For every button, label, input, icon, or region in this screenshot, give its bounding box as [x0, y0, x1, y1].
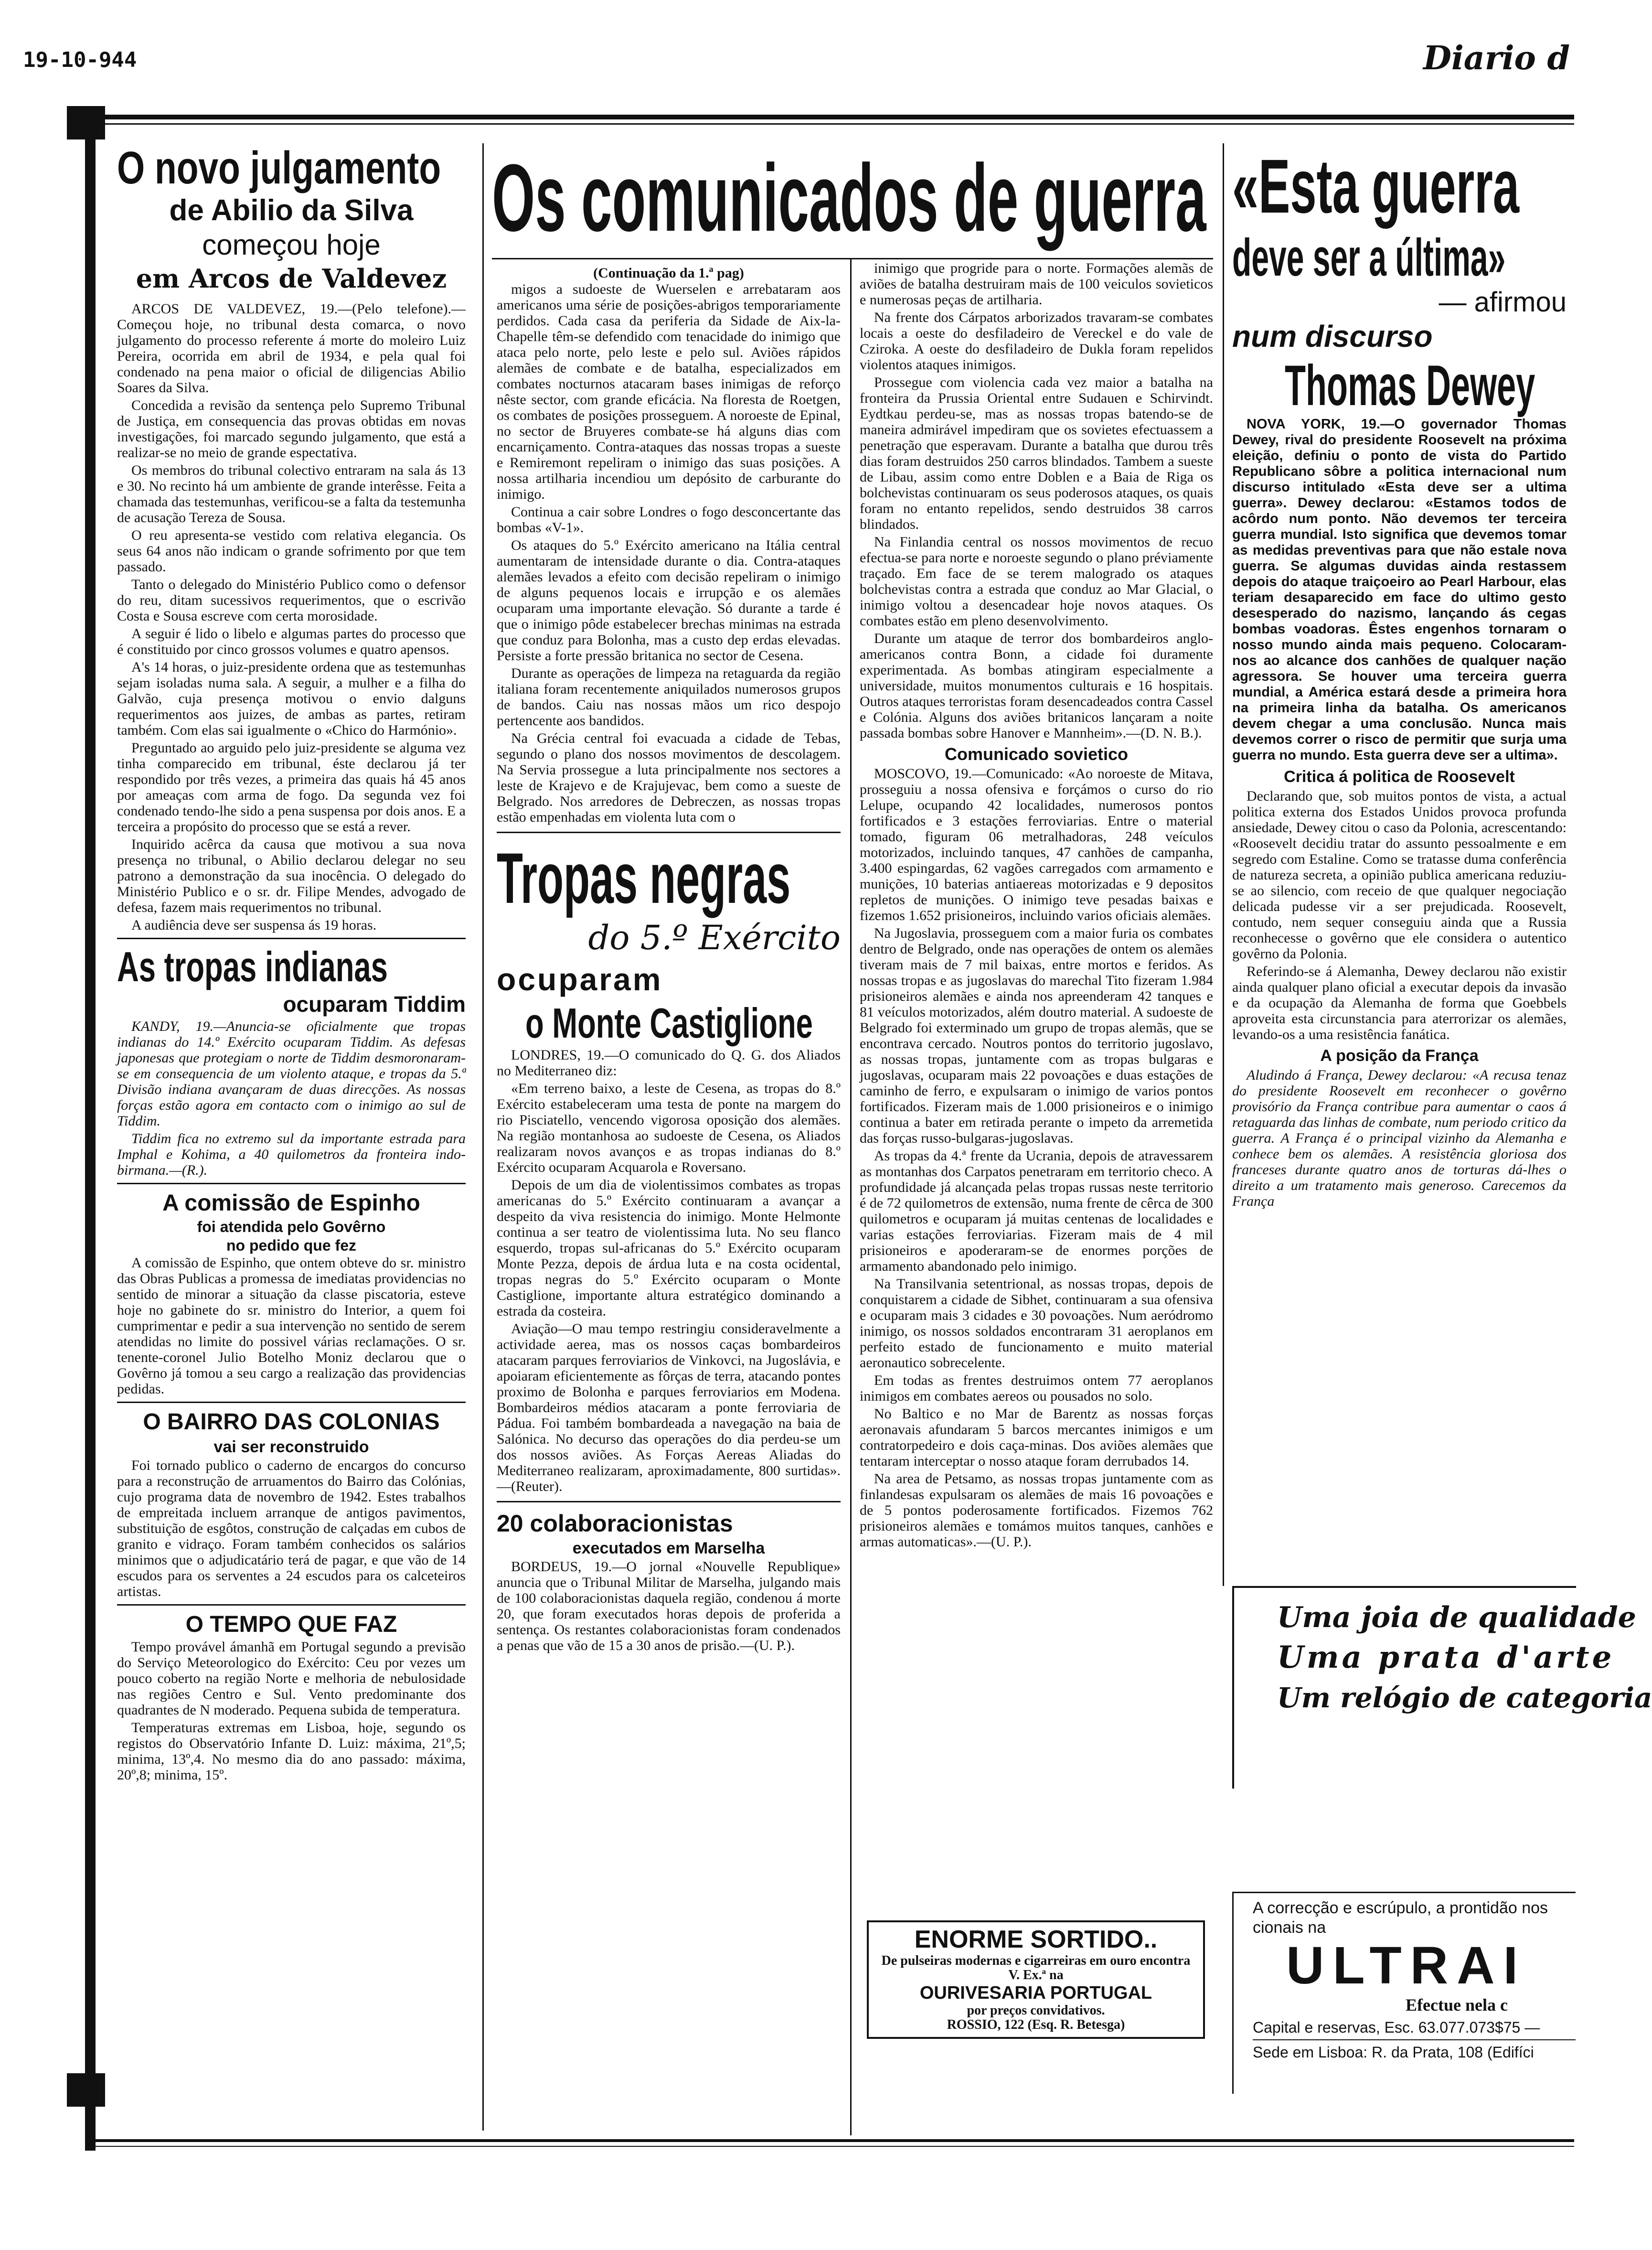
footer-rule-thin — [96, 2146, 1574, 2147]
paragraph: «Em terreno baixo, a leste de Cesena, as tropas do 8.º Exército estabeleceram uma testa de ponte na margem do rio Pisciatello, vencendo vigorosa oposição dos alemães. Na região montanhosa ao sudoeste de Cesena, os Aliados realizaram novos avanços e as tropas indianas do 8.º Exército ocuparam Acquarola e Roversano. — [497, 1081, 841, 1175]
headline: «Esta guerra — [1232, 143, 1520, 229]
masthead-rule-thin — [67, 123, 1574, 125]
paragraph: Foi tornado publico o caderno de encargos do concurso para a reconstrução de arruamentos do Bairro das Colónias, cujo programa data de novembro de 1942. Estes trabalhos de empreitada incluem arranque de antigos pavimentos, substituição de esgôtos, construção de calçadas em cubos de granito e vidraço. Foram também conhecidos os salários minimos que o adjudicatário terá de pagar, e que vão de 14 escudos para os serventes a 24 escudos para os calceteiros artistas. — [117, 1457, 466, 1599]
paragraph: Depois de um dia de violentissimos combates as tropas americanas do 5.º Exército continuaram a avançar a despeito da viva resistencia do inimigo. Monte Helmonte continua a ser teatro de violentissima luta. No seu flanco esquerdo, tropas sul-africanas do 5.º Exército ocuparam Monte Pezza, depois de árdua luta e na costa ocidental, tropas negras do 5.º Exército ocuparam o Monte Castiglione, importante altura estratégico dominando a estrada da costeira. — [497, 1177, 841, 1319]
center-column-a — [497, 265, 841, 2135]
paragraph: Preguntado ao arguido pelo juiz-presidente se alguma vez tinha comparecido em tribunal, éste declarou já ter respondido por três vezes, a primeira das quais há 45 anos por ameaças com arma de fogo. Da segunda vez foi condenado tendo-lhe sido a pena suspensa por dois anos. E a terceira a propósito do processo que se está a rever. — [117, 740, 466, 835]
paragraph: Aviação—O mau tempo restringiu consideravelmente a actividade aerea, mas os nossos caças bombardeiros atacaram parques ferroviarios de Vinkovci, na Jugoslávia, e apoiaram eficientemente as fôrças de terra, atacando pontes proximo de Bolonha e parques ferroviarios em Modena. Bombardeiros médios atacaram a ponte ferroviaria de Pádua. Foi também bombardeada a navegação na baia de Salónica. No decurso das operações do dia perdeu-se um dos nossos aviões. As Forças Aereas Aliadas do Mediterraneo realizaram, aproximadamente, 800 surtidas».—(Reuter). — [497, 1321, 841, 1494]
paragraph: Na Finlandia central os nossos movimentos de recuo efectua-se para norte e noroeste segundo o plano préviamente traçado. Em face de se terem malogrado os ataques bolchevistas contra a estrada que conduz ao Mar Glacial, o inimigo voltou a desencadear hoje novos ataques. Os combates estão em pleno desenvolvimento. — [860, 534, 1213, 629]
subheadline: foi atendida pelo Govêrno — [197, 1218, 386, 1235]
left-margin-bar-bottom — [67, 2073, 105, 2107]
paragraph: LONDRES, 19.—O comunicado do Q. G. dos Aliados no Mediterraneo diz: — [497, 1047, 841, 1079]
paragraph: As tropas da 4.ª frente da Ucrania, depois de atravessarem as montanhas dos Carpatos penetraram em territorio checo. A profundidade já alcançada pelas tropas russas neste territorio é de 72 quilometros de extensão, numa frente de cêrca de 300 quilometros e ocuparam já muitas centenas de localidades e varias estações ferroviarias. Fizeram mais de 4 mil prisioneiros e apoderaram-se de enormes porções de armamento abandonado pelo inimigo. — [860, 1148, 1213, 1274]
headline: O TEMPO QUE FAZ — [185, 1612, 397, 1637]
headline: O BAIRRO DAS COLONIAS — [143, 1409, 440, 1435]
article-tropas-indianas — [117, 944, 466, 1178]
paragraph: Concedida a revisão da sentença pelo Supremo Tribunal de Justiça, em consequencia das provas obtidas em novas investigações, foi marcado segundo julgamento, que está a realizar-se no meio de grande espectativa. — [117, 397, 466, 461]
paragraph: Em todas as frentes destruimos ontem 77 aeroplanos inimigos em combates aereos ou pousados no solo. — [860, 1372, 1213, 1404]
paragraph: MOSCOVO, 19.—Comunicado: «Ao noroeste de Mitava, prosseguiu a nossa ofensiva e forçámos o curso do rio Lelupe, ocupando 42 localidades, numerosos pontos fortificados e 3 estações ferroviarias. Entre o material tomado, figuram 06 metralhadoras, 248 veículos motorizados, incluindo tanques, 47 canhões de campanha, 3.400 espingardas, 62 vagões carregados com armamento e munições, 10 baterias antiaereas motorizadas e 9 depositos repletos de munições. O inimigo teve pesadas baixas e fizemos 1.652 prisioneiros, incluindo varios oficiais alemães. — [860, 766, 1213, 923]
divider — [497, 1501, 841, 1502]
ad-line: Efectue nela c — [1406, 1995, 1508, 2014]
paragraph: A seguir é lido o libelo e algumas partes do processo que é constituido por cinco grossos volumes e quatro apensos. — [117, 626, 466, 657]
subheadline: vai ser reconstruido — [213, 1438, 369, 1456]
article-colaboracionistas — [497, 1509, 841, 1653]
paragraph: A's 14 horas, o juiz-presidente ordena que as testemunhas sejam isoladas numa sala. A seguir, a mulher e a filha do Galvão, cuja presença motivou o envio dalguns requerimentos aos juizes, de ambas as partes, retiram também. Com elas sai igualmente o «Chico do Harmónio». — [117, 659, 466, 738]
subheadline: no pedido que fez — [226, 1237, 356, 1254]
subheadline: ocuparam Tiddim — [283, 992, 466, 1017]
section-heading: Critica á politica de Roosevelt — [1284, 768, 1515, 786]
divider — [497, 832, 841, 833]
article-tempo — [117, 1610, 466, 1783]
headline: deve ser a última» — [1232, 228, 1506, 287]
ad-line: OURIVESARIA PORTUGAL — [919, 1983, 1152, 2003]
paragraph: migos a sudoeste de Wuerselen e arrebataram aos americanos uma série de posições-abrigos temporariamente perdidos. Cada casa da periferia da Sidade de Aix-la-Chapelle têm-se defendido com tenacidade do inimigo que ataca pelo norte, pelo leste e pelo sul. Aviões rápidos alemães de combate e de batalha, especializados em combates nocturnos atacaram bases inimigas de reforço nêste sector, com grande eficácia. Na floresta de Roetgen, os combates de posições prosseguem. A noroeste de Epinal, no sector de Bruyeres combate-se há alguns dias com encarniçamento. Contra-ataques das nossas tropas a sueste e Remiremont repeliram o inimigo das suas posições. A nossa artilharia incendiou um depósito de carburante do inimigo. — [497, 281, 841, 502]
paragraph: Tempo provável ámanhã em Portugal segundo a previsão do Serviço Meteorologico do Exército: Ceu por vezes um pouco coberto na região Norte e melhoria de nebulosidade nas regiões Centro e Sul. Vento predominante dos quadrantes de N moderado. Pequena subida de temperatura. — [117, 1639, 466, 1718]
paragraph: Na Grécia central foi evacuada a cidade de Tebas, segundo o plano dos nossos movimentos de descolagem. Na Servia prossegue a luta principalmente nos sectores a leste de Krajevo e de Krajujevac, bem como a sueste de Belgrado. Nos arredores de Debreczen, as nossas tropas estão empenhadas em violenta luta com o — [497, 730, 841, 825]
paragraph: BORDEUS, 19.—O jornal «Nouvelle Republique» anuncia que o Tribunal Militar de Marselha, julgando mais de 100 colaboracionistas daquela região, condenou á morte 20, que foram executados horas depois de proferida a sentença. Os restantes colaboracionistas foram condenados a penas que vão de 15 a 30 anos de prisão.—(U. P.). — [497, 1559, 841, 1653]
divider — [117, 1604, 466, 1606]
subheadline: ocuparam — [497, 962, 663, 997]
ad-line: ENORME SORTIDO.. — [914, 1926, 1158, 1953]
paragraph: Aludindo á França, Dewey declarou: «A recusa tenaz do presidente Roosevelt em reconhecer o govêrno provisório da França contribue para aumentar o caos á retaguarda das linhas de combate, num periodo critico da guerra. A França é o principal vizinho da Alemanha e conhece bem os alemães. A resistência gloriosa dos franceses durante quatro anos de torturas dá-lhes o direito a um tratamento mais generoso. Carecemos da França — [1232, 1067, 1567, 1209]
subheadline: em Arcos de Valdevez — [136, 263, 447, 294]
ad-line: Um relógio de categoria — [1277, 1682, 1652, 1714]
lead-paragraph: NOVA YORK, 19.—O governador Thomas Dewey, rival do presidente Roosevelt na próxima eleição, definiu o ponto de vista do Partido Republicano sôbre a politica internacional num discurso intitulado «Esta deve ser a ultima guerra». Dewey declarou: «Estamos todos de acôrdo num ponto. Não devemos ter terceira guerra mundial. Isto significa que devemos tomar as medidas preventivas para que não estale nova guerra. Se algumas duvidas ainda restassem depois do ataque traiçoeiro ao Pearl Harbour, elas teriam desaparecido em face do ultimo gesto desesperado do nazismo, lançando ás cegas bombas voadoras. Êstes engenhos tornaram o nosso mundo ainda mais pequeno. Colocaram-nos ao alcance dos canhões de qualquer nação agressora. Se houver uma terceira guerra mundial, a América estará desde a primeira hora na primeira linha da batalha. Os americanos devem chegar a uma conclusão. Nunca mais devemos correr o risco de permitir que surja uma guerra no mundo. Esta guerra deve ser a ultima». — [1232, 417, 1567, 763]
paragraph: O reu apresenta-se vestido com relativa elegancia. Os seus 64 anos não indicam o grande sofrimento por que tem passado. — [117, 527, 466, 575]
paragraph: Temperaturas extremas em Lisboa, hoje, segundo os registos do Observatório Infante D. Luiz: máxima, 21º,5; minima, 13º,4. No mesmo dia do ano passado: máxima, 20º,8; minima, 15º. — [117, 1720, 466, 1783]
center-column-b — [860, 260, 1213, 1896]
subheadline: de Abilio da Silva — [169, 194, 414, 227]
ad-line: Sede em Lisboa: R. da Prata, 108 (Edifíci — [1253, 2044, 1534, 2061]
paragraph: Na Transilvania setentrional, as nossas tropas, depois de conquistarem a cidade de Sibhet, continuaram a sua ofensiva e ocuparam mais 3 cidades e 30 povoações. Num aeródromo inimigo, os nossos soldados encontraram 31 aeroplanos em perfeito estado de funcionamento e muito material aeronautico sobrecelente. — [860, 1276, 1213, 1371]
paragraph: Tanto o delegado do Ministério Publico como o defensor do reu, ditam sucessivos requerimentos, que o escrivão Costa e Sousa escreve com certa morosidade. — [117, 577, 466, 624]
headline: 20 colaboracionistas — [497, 1510, 733, 1537]
paragraph: Continua a cair sobre Londres o fogo desconcertante das bombas «V-1». — [497, 504, 841, 536]
headline: As tropas indianas — [117, 943, 388, 990]
article-tropas-negras — [497, 840, 841, 1494]
column-divider — [1223, 143, 1224, 1586]
paragraph: ARCOS DE VALDEVEZ, 19.—(Pelo telefone).—Começou hoje, no tribunal desta comarca, o novo julgamento do processo referente á morte do moleiro Luiz Pereira, ocorrida em abril de 1934, e pela qual foi condenado na pena maior o oficial de diligencias Abilio Soares da Silva. — [117, 301, 466, 396]
paragraph: A audiência deve ser suspensa ás 19 horas. — [131, 917, 377, 933]
ad-bank[interactable] — [1232, 1892, 1576, 2094]
subheadline: — afirmou — [1439, 287, 1567, 318]
paragraph: KANDY, 19.—Anuncia-se oficialmente que tropas indianas do 14.º Exército ocuparam Tiddim. As defesas japonesas que protegiam o norte de Tiddim desmoronaram-se em consequencia de um violento ataque, e tropas da 5.ª Divisão indiana avançaram de duas direcções. As nossas forças estão agora em contacto com o inimigo ao sul de Tiddim. — [117, 1018, 466, 1129]
ad-line: A correcção e escrúpulo, a prontidão nos — [1253, 1899, 1548, 1917]
paragraph: Inquirido acêrca da causa que motivou a sua nova presença no tribunal, o Abilio declarou delegar no seu patrono a demonstração da sua inocência. O delegado do Ministério Publico e o sr. dr. Filipe Mendes, advogado de defesa, fazem mais requerimentos no tribunal. — [117, 836, 466, 915]
ad-line: cionais na — [1253, 1918, 1326, 1937]
continuation-note: (Continuação da 1.ª pag) — [593, 265, 744, 281]
ad-line: por preços convidativos. — [967, 2003, 1105, 2018]
paragraph: Os membros do tribunal colectivo entraram na sala ás 13 e 30. No recinto há um ambiente de grande interêsse. Feita a chamada das testemunhas, verificou-se a falta da testemunha de acusação Tereza de Sousa. — [117, 462, 466, 525]
subheadline: o Monte Castiglione — [525, 999, 813, 1047]
headline: A comissão de Espinho — [162, 1190, 420, 1216]
section-heading: A posição da França — [1320, 1047, 1479, 1065]
subheadline: Thomas Dewey — [1285, 354, 1535, 418]
main-headline: Os comunicados de guerra — [492, 145, 1206, 251]
headline-rule — [492, 258, 1213, 259]
headline: O novo julgamento — [117, 142, 441, 193]
column-divider — [850, 258, 852, 2135]
article-abilio — [117, 143, 466, 933]
paragraph: Tiddim fica no extremo sul da importante estrada para Imphal e Kohima, a 40 quilometros da fronteira indo-birmana.—(R.). — [117, 1131, 466, 1178]
ad-line: Uma joia de qualidade — [1277, 1601, 1636, 1634]
section-heading: Comunicado sovietico — [944, 744, 1129, 764]
masthead-rule-thick — [67, 115, 1574, 119]
paragraph: Declarando que, sob muitos pontos de vista, a actual politica externa dos Estados Unidos provoca profunda ansiedade, Dewey citou o caso da Polonia, acrescentando: «Roosevelt decidiu tratar do assunto pessoalmente e em segredo com Estaline. Como se tratasse duma conferência de natureza secreta, a opinião publica americana reduziu-se ao silencio, com receio de que qualquer negociação delicada pudesse vir a ser prejudicada. Roosevelt, contudo, nem sequer conseguiu ainda que a Russia reconhecesse o govêrno que ele considera o autentico govêrno da Polonia. — [1232, 788, 1567, 962]
divider — [117, 1183, 466, 1184]
paragraph: No Baltico e no Mar de Barentz as nossas forças aeronavais afundaram 5 barcos mercantes inimigos e um contratorpedeiro e dois caça-minas. Dos aviões alemães que tentaram interceptar o nosso ataque foram derrubados 14. — [860, 1406, 1213, 1469]
masthead-title: Diario d — [1423, 39, 1570, 77]
left-margin-bar-top — [67, 106, 105, 139]
paragraph: Durante um ataque de terror dos bombardeiros anglo-americanos contra Bonn, a cidade foi duramente experimentada. As bombas atingiram especialmente a universidade, muitos monumentos culturais e 16 hospitais. Outros ataques terroristas foram desencadeados contra Cassel e Colónia. Alguns dos aviões britanicos lançaram a noite passada bombas sobre Hanover e Mannheim».—(D. N. B.). — [860, 631, 1213, 741]
left-column — [117, 143, 466, 2135]
paragraph: Durante as operações de limpeza na retaguarda da região italiana foram recentemente aniquilados numerosos grupos de bandos. Caiu nas nossas mãos um rico despojo pertencente aos bandidos. — [497, 665, 841, 729]
paragraph: Referindo-se á Alemanha, Dewey declarou não existir ainda qualquer plano oficial a executar depois da invasão e da ocupação da Alemanha de forma que Goebbels aproveita esta circunstancia para aterrorizar os alemães, levando-os a uma resistência fanática. — [1232, 964, 1567, 1042]
right-column — [1232, 143, 1567, 1581]
ad-line: Uma prata d'arte — [1277, 1639, 1615, 1675]
paragraph: Prossegue com violencia cada vez maior a batalha na fronteira da Prussia Oriental entre Sudauen e Schirvindt. Eydtkau perdeu-se, mas as nossas tropas batendo-se de maneira admirável impediram que os sovietes efectuassem a penetração que esperavam. Durante a batalha que durou três dias foram destruidos 250 carros blindados. Tambem a sueste de Libau, assim como entre Doblen e a Baia de Riga os bolchevistas continuaram os seus poderosos ataques, os quais foram no entanto repelidos, sendo destruidos 38 carros blindados. — [860, 375, 1213, 532]
subheadline: do 5.º Exército — [588, 918, 841, 957]
paragraph: Na Jugoslavia, prosseguem com a maior furia os combates dentro de Belgrado, onde nas operações de ontem os alemães tiveram mais de 7 mil baixas, entre mortos e feridos. As nossas tropas e as jugoslavas do marechal Tito fizeram 1.984 prisioneiros alemães e ainda nos apreenderam 42 tanques e 81 veículos motorizados, além doutro material. A sudoeste de Belgrado foi exterminado um grupo de tropas alemãs, que se encontrava cercado. Noutros pontos do territorio jugoslavo, as nossas tropas, juntamente com as tropas bulgaras e jugoslavas, ocuparam mais 22 povoações e duas estações de caminho de ferro, e expulsaram o inimigo de varios pontos fortificados. Fizeram mais de 1.000 prisioneiros e o inimigo continua a bater em retirada perante o impeto da arremetida das forças russo-bulgaras-jugoslavas. — [860, 925, 1213, 1146]
paragraph: Na area de Petsamo, as nossas tropas juntamente com as finlandesas expulsaram os alemães de mais 16 povoações e de 5 pontos poderosamente fortificados. Fizemos 762 prisioneiros alemães e tomámos muitos tanques, canhões e armas automaticas».—(U. P.). — [860, 1471, 1213, 1550]
subheadline: executados em Marselha — [572, 1539, 765, 1557]
footer-rule — [96, 2139, 1574, 2142]
ad-ourivesaria[interactable] — [867, 1920, 1205, 2039]
paragraph: inimigo que progride para o norte. Formações alemãs de aviões de batalha destruiram mais de 100 veiculos sovieticos e numerosas peças de artilharia. — [860, 260, 1213, 308]
ad-brand: ULTRAI — [1286, 1936, 1527, 1995]
article-espinho — [117, 1189, 466, 1397]
subheadline: num discurso — [1232, 319, 1433, 354]
ad-line: Capital e reservas, Esc. 63.077.073$75 — — [1253, 2015, 1576, 2040]
headline: Tropas negras — [497, 838, 791, 918]
divider — [117, 938, 466, 939]
edition-date: 19-10-944 — [23, 48, 137, 72]
left-margin-bar — [85, 106, 96, 2151]
article-bairro-colonias — [117, 1408, 466, 1599]
divider — [117, 1402, 466, 1403]
ad-line: ROSSIO, 122 (Esq. R. Betesga) — [947, 2017, 1125, 2032]
paragraph: Na frente dos Cárpatos arborizados travaram-se combates locais a oeste do desfiladeiro de Vereckel e do vale de Cziroka. A oeste do desfiladeiro de Dukla foram repelidos violentos ataques inimigos. — [860, 310, 1213, 373]
column-divider — [482, 143, 484, 2131]
paragraph: Os ataques do 5.º Exército americano na Itália central aumentaram de intensidade durante o dia. Contra-ataques alemães levados a efeito com decisão repeliram o inimigo de alguns pequenos locais e irrupção e os alemães ocuparam uma importante elevação. Só durante a tarde é que o inimigo pôde estabelecer brechas minimas na estrada que conduz para Bolonha, mas a custo dep erdas elevadas. Persiste a forte pressão britanica no sector de Cesena. — [497, 537, 841, 664]
subheadline: começou hoje — [202, 229, 381, 261]
ad-joia[interactable] — [1232, 1586, 1652, 1789]
ad-line: De pulseiras modernas e cigarreiras em ouro encontra V. Ex.ª na — [881, 1953, 1191, 1982]
paragraph: A comissão de Espinho, que ontem obteve do sr. ministro das Obras Publicas a promessa de imediatas providencias no sentido de minorar a situação da classe piscatoria, esteve hoje no gabinete do sr. ministro do Interior, a quem foi cumprimentar e pedir a sua intervenção no sentido de serem atendidas no limite do possivel várias reclamações. O sr. tenente-coronel Julio Botelho Moniz declarou que o Govêrno já tomou a seu cargo a realização das providencias pedidas. — [117, 1255, 466, 1397]
